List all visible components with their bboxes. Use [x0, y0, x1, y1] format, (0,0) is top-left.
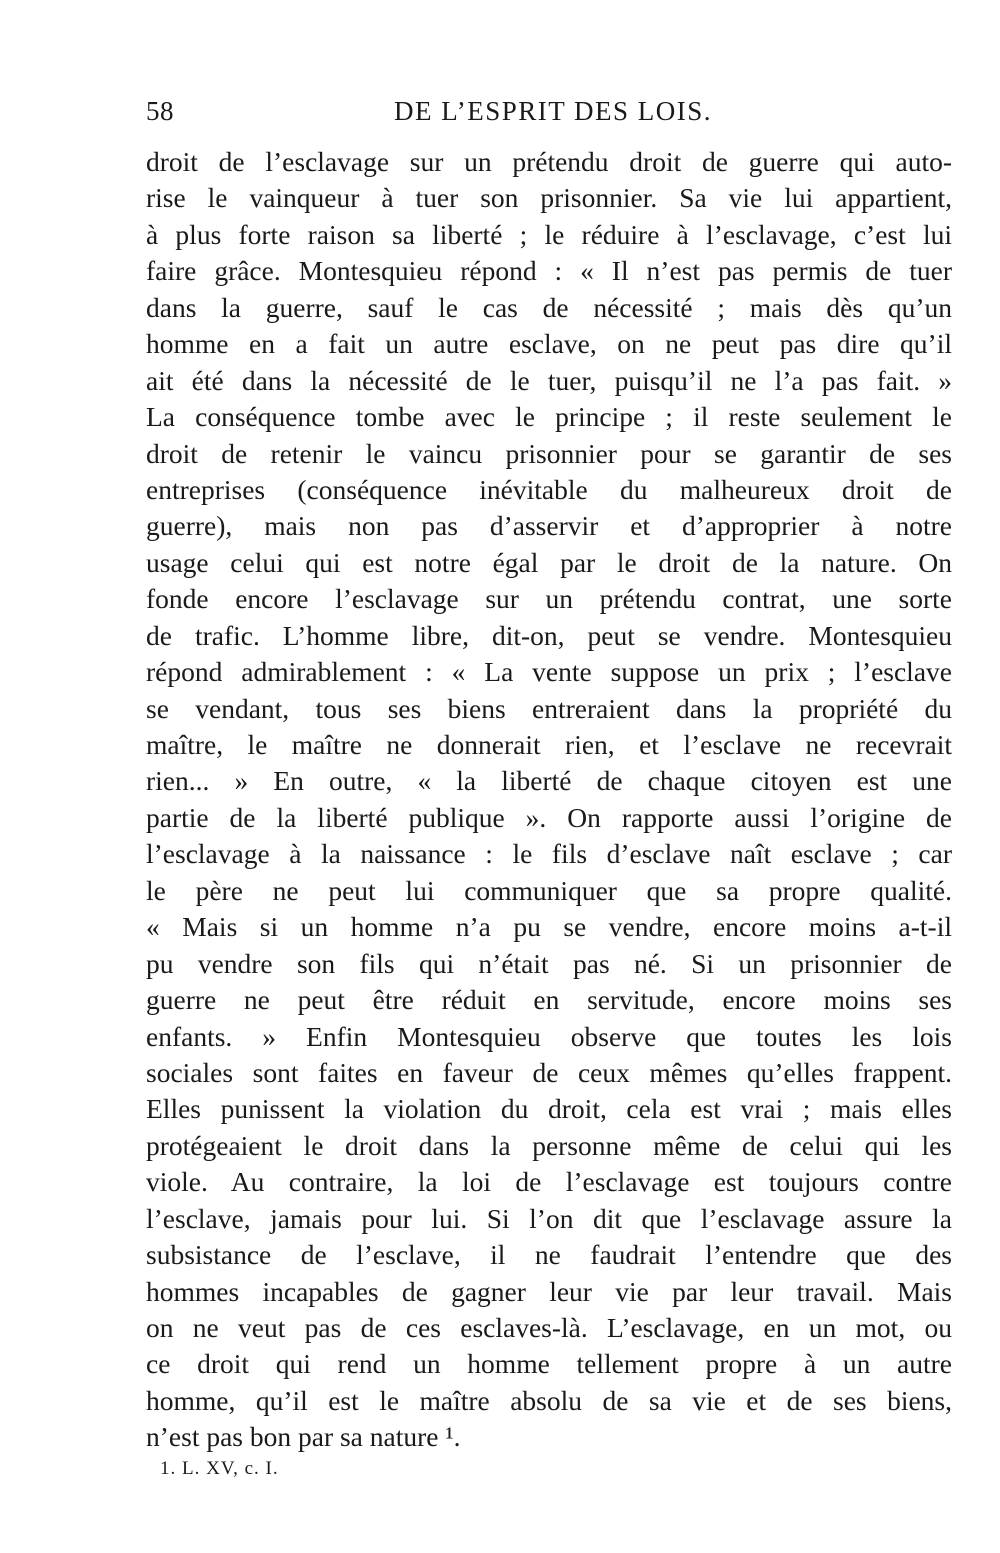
text-line: l’esclave, jamais pour lui. Si l’on dit que l’esclavage assure la: [146, 1202, 952, 1234]
text-line: La conséquence tombe avec le principe ; il reste seulement le: [146, 401, 952, 433]
text-line: on ne veut pas de ces esclaves-là. L’esclavage, en un mot, ou: [146, 1312, 952, 1343]
text-line: subsistance de l’esclave, il ne faudrait l’entendre que des: [146, 1239, 952, 1271]
text-line: hommes incapables de gagner leur vie par leur travail. Mais: [146, 1275, 952, 1307]
text-line: ce droit qui rend un homme tellement propre à un autre: [146, 1348, 952, 1380]
text-line: droit de retenir le vaincu prisonnier pour se garantir de ses: [146, 437, 952, 469]
text-line: guerre ne peut être réduit en servitude, encore moins ses: [146, 984, 952, 1016]
text-line: entreprises (conséquence inévitable du malheureux droit de: [146, 473, 952, 505]
text-line: enfants. » Enfin Montesquieu observe que toutes les lois: [146, 1020, 952, 1052]
text-line: Elles punissent la violation du droit, cela est vrai ; mais elles: [146, 1093, 952, 1125]
running-head: DE L’ESPRIT DES LOIS.: [394, 96, 713, 126]
text-line: droit de l’esclavage sur un prétendu droit de guerre qui auto-: [146, 146, 952, 177]
text-line: ait été dans la nécessité de le tuer, puisqu’il ne l’a pas fait. »: [146, 364, 952, 396]
text-line: l’esclavage à la naissance : le fils d’esclave naît esclave ; car: [146, 838, 952, 870]
text-line: pu vendre son fils qui n’était pas né. Si un prisonnier de: [146, 947, 952, 979]
text-line: maître, le maître ne donnerait rien, et l’esclave ne recevrait: [146, 729, 952, 760]
text-line: de trafic. L’homme libre, dit-on, peut se vendre. Montesquieu: [146, 619, 952, 651]
text-line: protégeaient le droit dans la personne même de celui qui les: [146, 1129, 952, 1161]
footnote: 1. L. XV, c. I.: [160, 1458, 279, 1479]
text-line: fonde encore l’esclavage sur un prétendu contrat, une sorte: [146, 583, 952, 615]
page-number: 58: [146, 96, 174, 126]
text-line: le père ne peut lui communiquer que sa propre qualité.: [146, 874, 952, 906]
text-line: usage celui qui est notre égal par le droit de la nature. On: [146, 546, 952, 578]
text-line: viole. Au contraire, la loi de l’esclavage est toujours contre: [146, 1166, 952, 1198]
text-line: répond admirablement : « La vente suppose un prix ; l’esclave: [146, 656, 952, 688]
text-line: rise le vainqueur à tuer son prisonnier. Sa vie lui appartient,: [146, 182, 952, 214]
text-line: faire grâce. Montesquieu répond : « Il n’est pas permis de tuer: [146, 255, 952, 287]
text-line: dans la guerre, sauf le cas de nécessité ; mais dès qu’un: [146, 291, 952, 323]
text-line: partie de la liberté publique ». On rapporte aussi l’origine de: [146, 801, 952, 833]
text-line: sociales sont faites en faveur de ceux mêmes qu’elles frappent.: [146, 1056, 952, 1088]
text-line: guerre), mais non pas d’asservir et d’approprier à notre: [146, 510, 952, 542]
text-line-last: n’est pas bon par sa nature ¹.: [146, 1421, 461, 1453]
body-text: [146, 144, 952, 1456]
text-line: homme en a fait un autre esclave, on ne peut pas dire qu’il: [146, 328, 952, 360]
text-line: « Mais si un homme n’a pu se vendre, encore moins a-t-il: [146, 911, 952, 943]
text-line: à plus forte raison sa liberté ; le réduire à l’esclavage, c’est lui: [146, 218, 952, 250]
text-line: se vendant, tous ses biens entreraient dans la propriété du: [146, 692, 952, 724]
text-line: homme, qu’il est le maître absolu de sa vie et de ses biens,: [146, 1384, 952, 1416]
text-line: rien... » En outre, « la liberté de chaque citoyen est une: [146, 765, 952, 797]
page-header: [146, 96, 952, 136]
